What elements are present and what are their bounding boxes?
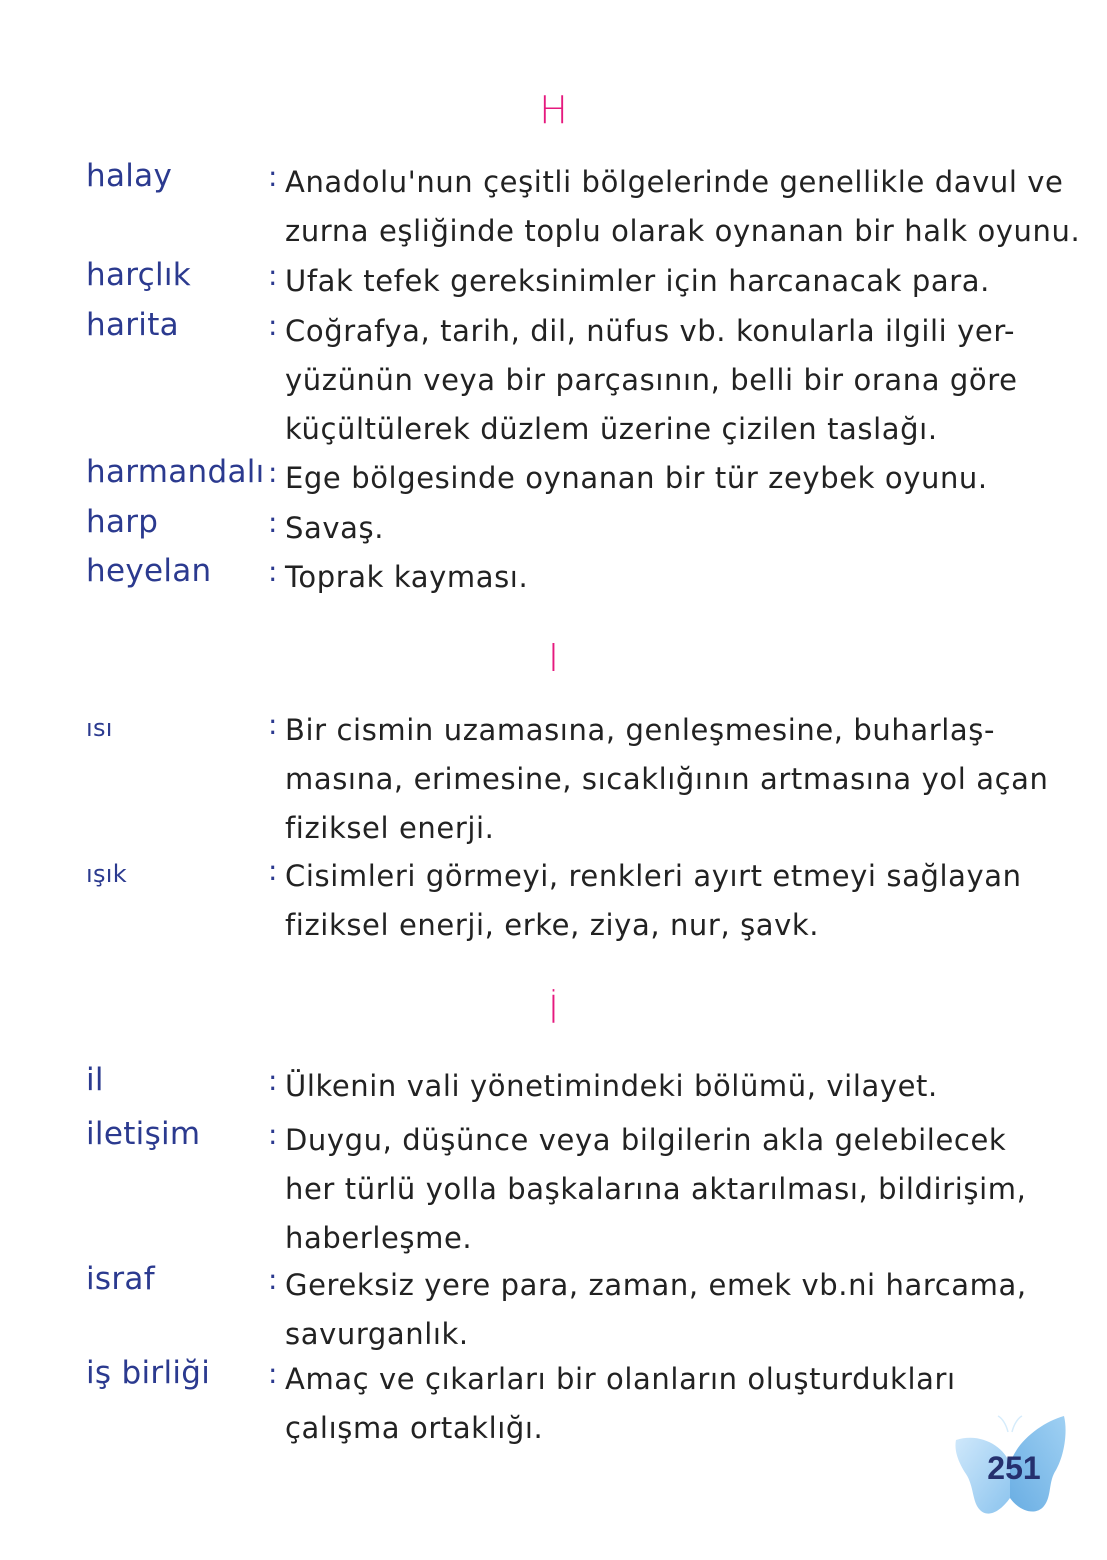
definition-line: fiziksel enerji.: [285, 811, 495, 845]
entry-term: harita: [86, 307, 179, 343]
entry-separator: :: [268, 259, 278, 292]
definition-line: her türlü yolla başkalarına aktarılması, bildirişim,: [285, 1172, 1027, 1206]
definition-line: yüzünün veya bir parçasının, belli bir orana göre: [285, 363, 1018, 397]
entry-separator: :: [268, 708, 278, 741]
definition-line: Gereksiz yere para, zaman, emek vb.ni harcama,: [285, 1268, 1027, 1302]
definition-line: Duygu, düşünce veya bilgilerin akla gelebilecek: [285, 1123, 1007, 1157]
definition-line: Savaş.: [285, 511, 385, 545]
entry-separator: :: [268, 1263, 278, 1296]
definition-line: Ege bölgesinde oynanan bir tür zeybek oyunu.: [285, 461, 988, 495]
entry-definition: [285, 553, 1015, 602]
entry-separator: :: [268, 1357, 278, 1390]
definition-line: haberleşme.: [285, 1221, 473, 1255]
definition-line: masına, erimesine, sıcaklığının artmasına yol açan: [285, 762, 1049, 796]
page-number: 251: [987, 1450, 1041, 1486]
entry-definition: [285, 504, 1015, 553]
entry-definition: [285, 706, 1049, 853]
entry-definition: [285, 1261, 1027, 1359]
entry-definition: [285, 307, 1018, 454]
entry-term: il: [86, 1062, 104, 1098]
definition-line: Coğrafya, tarih, dil, nüfus vb. konularla ilgili yer-: [285, 314, 1016, 348]
entry-term: iletişim: [86, 1116, 201, 1152]
entry-term: halay: [86, 158, 173, 194]
entry-separator: :: [268, 160, 278, 193]
definition-line: Amaç ve çıkarları bir olanların oluşturdukları: [285, 1362, 956, 1396]
definition-line: fiziksel enerji, erke, ziya, nur, şavk.: [285, 908, 820, 942]
entry-term: israf: [86, 1261, 155, 1297]
definition-line: Anadolu'nun çeşitli bölgelerinde genellikle davul ve: [285, 165, 1064, 199]
entry-definition: [285, 1355, 1015, 1453]
entry-separator: :: [268, 456, 278, 489]
definition-line: Ülkenin vali yönetimindeki bölümü, vilayet.: [285, 1069, 938, 1103]
entry-definition: [285, 454, 1015, 503]
entry-term: harmandalı: [86, 454, 265, 490]
entry-separator: :: [268, 555, 278, 588]
entry-separator: :: [268, 854, 278, 887]
definition-line: savurganlık.: [285, 1317, 469, 1351]
entry-definition: [285, 852, 1022, 950]
definition-line: çalışma ortaklığı.: [285, 1411, 544, 1445]
definition-line: Cisimleri görmeyi, renkleri ayırt etmeyi sağlayan: [285, 859, 1022, 893]
entry-definition: [285, 1062, 1015, 1111]
section-letter-i: I: [547, 636, 560, 680]
entry-term: heyelan: [86, 553, 212, 589]
entry-separator: :: [268, 1064, 278, 1097]
entry-term: ışık: [86, 860, 127, 888]
entry-separator: :: [268, 506, 278, 539]
entry-term: harçlık: [86, 257, 192, 293]
entry-definition: [285, 158, 1081, 256]
entry-definition: [285, 1116, 1027, 1263]
definition-line: Ufak tefek gereksinimler için harcanacak para.: [285, 264, 990, 298]
definition-line: Toprak kayması.: [285, 560, 529, 594]
definition-line: Bir cismin uzamasına, genleşmesine, buharlaş-: [285, 713, 996, 747]
section-letter-i-dotted: İ: [547, 988, 560, 1032]
entry-term: iş birliği: [86, 1355, 211, 1391]
page-number-badge: [952, 1412, 1070, 1520]
entry-separator: :: [268, 309, 278, 342]
entry-term: harp: [86, 504, 159, 540]
section-letter-h: H: [539, 88, 568, 132]
entry-separator: :: [268, 1118, 278, 1151]
definition-line: zurna eşliğinde toplu olarak oynanan bir halk oyunu.: [285, 214, 1081, 248]
entry-term: ısı: [86, 714, 113, 742]
entry-definition: [285, 257, 1015, 306]
definition-line: küçültülerek düzlem üzerine çizilen taslağı.: [285, 412, 938, 446]
